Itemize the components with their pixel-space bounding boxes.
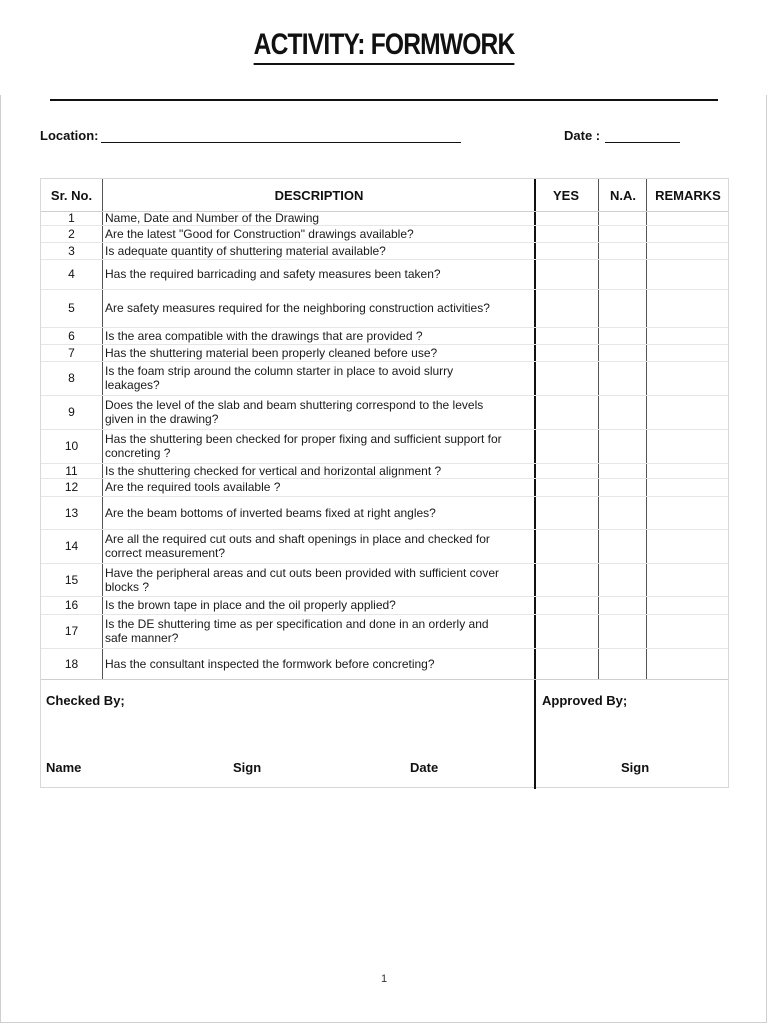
row-description: Is the shuttering checked for vertical and horizontal alignment ? (105, 463, 442, 478)
row-number: 3 (68, 243, 75, 258)
row-number: 6 (68, 328, 75, 343)
document-title: ACTIVITY: FORMWORK (254, 28, 515, 65)
approved-by-label: Approved By; (542, 693, 628, 708)
row-description: Is the DE shuttering time as per specification and done in an orderly and safe manner? (105, 617, 489, 645)
row-description: Are the latest "Good for Construction" drawings available? (105, 226, 414, 241)
row-description: Is the area compatible with the drawings that are provided ? (105, 328, 423, 343)
footer-divider (41, 679, 728, 680)
row-number: 8 (68, 371, 75, 385)
row-number: 15 (64, 572, 79, 587)
row-description: Is the brown tape in place and the oil properly applied? (105, 598, 396, 612)
row-description: Are the beam bottoms of inverted beams fixed at right angles? (105, 505, 436, 520)
date-label-footer: Date (410, 760, 439, 775)
row-number: 18 (64, 656, 79, 671)
row-number: 10 (64, 439, 79, 453)
sign-label-right: Sign (621, 760, 650, 775)
row-description: Are safety measures required for the neighboring construction activities? (105, 301, 490, 315)
location-field-line[interactable] (101, 142, 461, 143)
name-label: Name (46, 760, 82, 775)
row-description: Has the required barricading and safety measures been taken? (105, 267, 441, 281)
row-number: 2 (68, 226, 75, 241)
sign-label-left: Sign (233, 760, 262, 775)
row-number: 14 (64, 539, 79, 553)
row-description: Are all the required cut outs and shaft openings in place and checked for correct measurement? (105, 532, 490, 560)
checklist-table (40, 178, 729, 788)
row-description: Have the peripheral areas and cut outs been provided with sufficient cover blocks ? (105, 565, 500, 594)
row-number: 1 (68, 211, 75, 225)
header-remarks: REMARKS (655, 187, 721, 203)
header-sr-no: Sr. No. (50, 187, 93, 203)
row-description: Has the consultant inspected the formwork before concreting? (105, 656, 435, 671)
header-description: DESCRIPTION (274, 187, 364, 203)
row-number: 4 (68, 267, 75, 281)
page-number: 1 (380, 973, 388, 985)
row-description: Has the shuttering been checked for proper fixing and sufficient support for concreting ? (105, 432, 502, 460)
location-label: Location: (40, 128, 99, 143)
col-divider-yes (534, 179, 536, 789)
row-number: 13 (64, 505, 79, 520)
row-number: 11 (65, 463, 78, 478)
row-description: Is the foam strip around the column starter in place to avoid slurry leakages? (105, 364, 454, 392)
row-description: Has the shuttering material been properly cleaned before use? (105, 345, 438, 360)
row-number: 12 (64, 480, 79, 494)
date-field-line[interactable] (605, 142, 680, 143)
row-number: 9 (68, 405, 75, 419)
header-na: N.A. (610, 187, 636, 203)
row-description: Is adequate quantity of shuttering material available? (105, 243, 386, 258)
row-number: 16 (64, 598, 79, 612)
row-number: 17 (64, 624, 79, 638)
row-description: Name, Date and Number of the Drawing (105, 211, 320, 225)
row-number: 5 (68, 301, 75, 315)
checked-by-label: Checked By; (46, 693, 125, 708)
title-rule (50, 99, 718, 101)
header-yes: YES (552, 187, 579, 203)
document-title-wrap (0, 28, 768, 65)
row-description: Does the level of the slab and beam shuttering correspond to the levels given in the drawing? (105, 398, 484, 426)
row-number: 7 (68, 345, 75, 360)
date-label: Date : (564, 128, 601, 143)
row-description: Are the required tools available ? (105, 480, 281, 494)
